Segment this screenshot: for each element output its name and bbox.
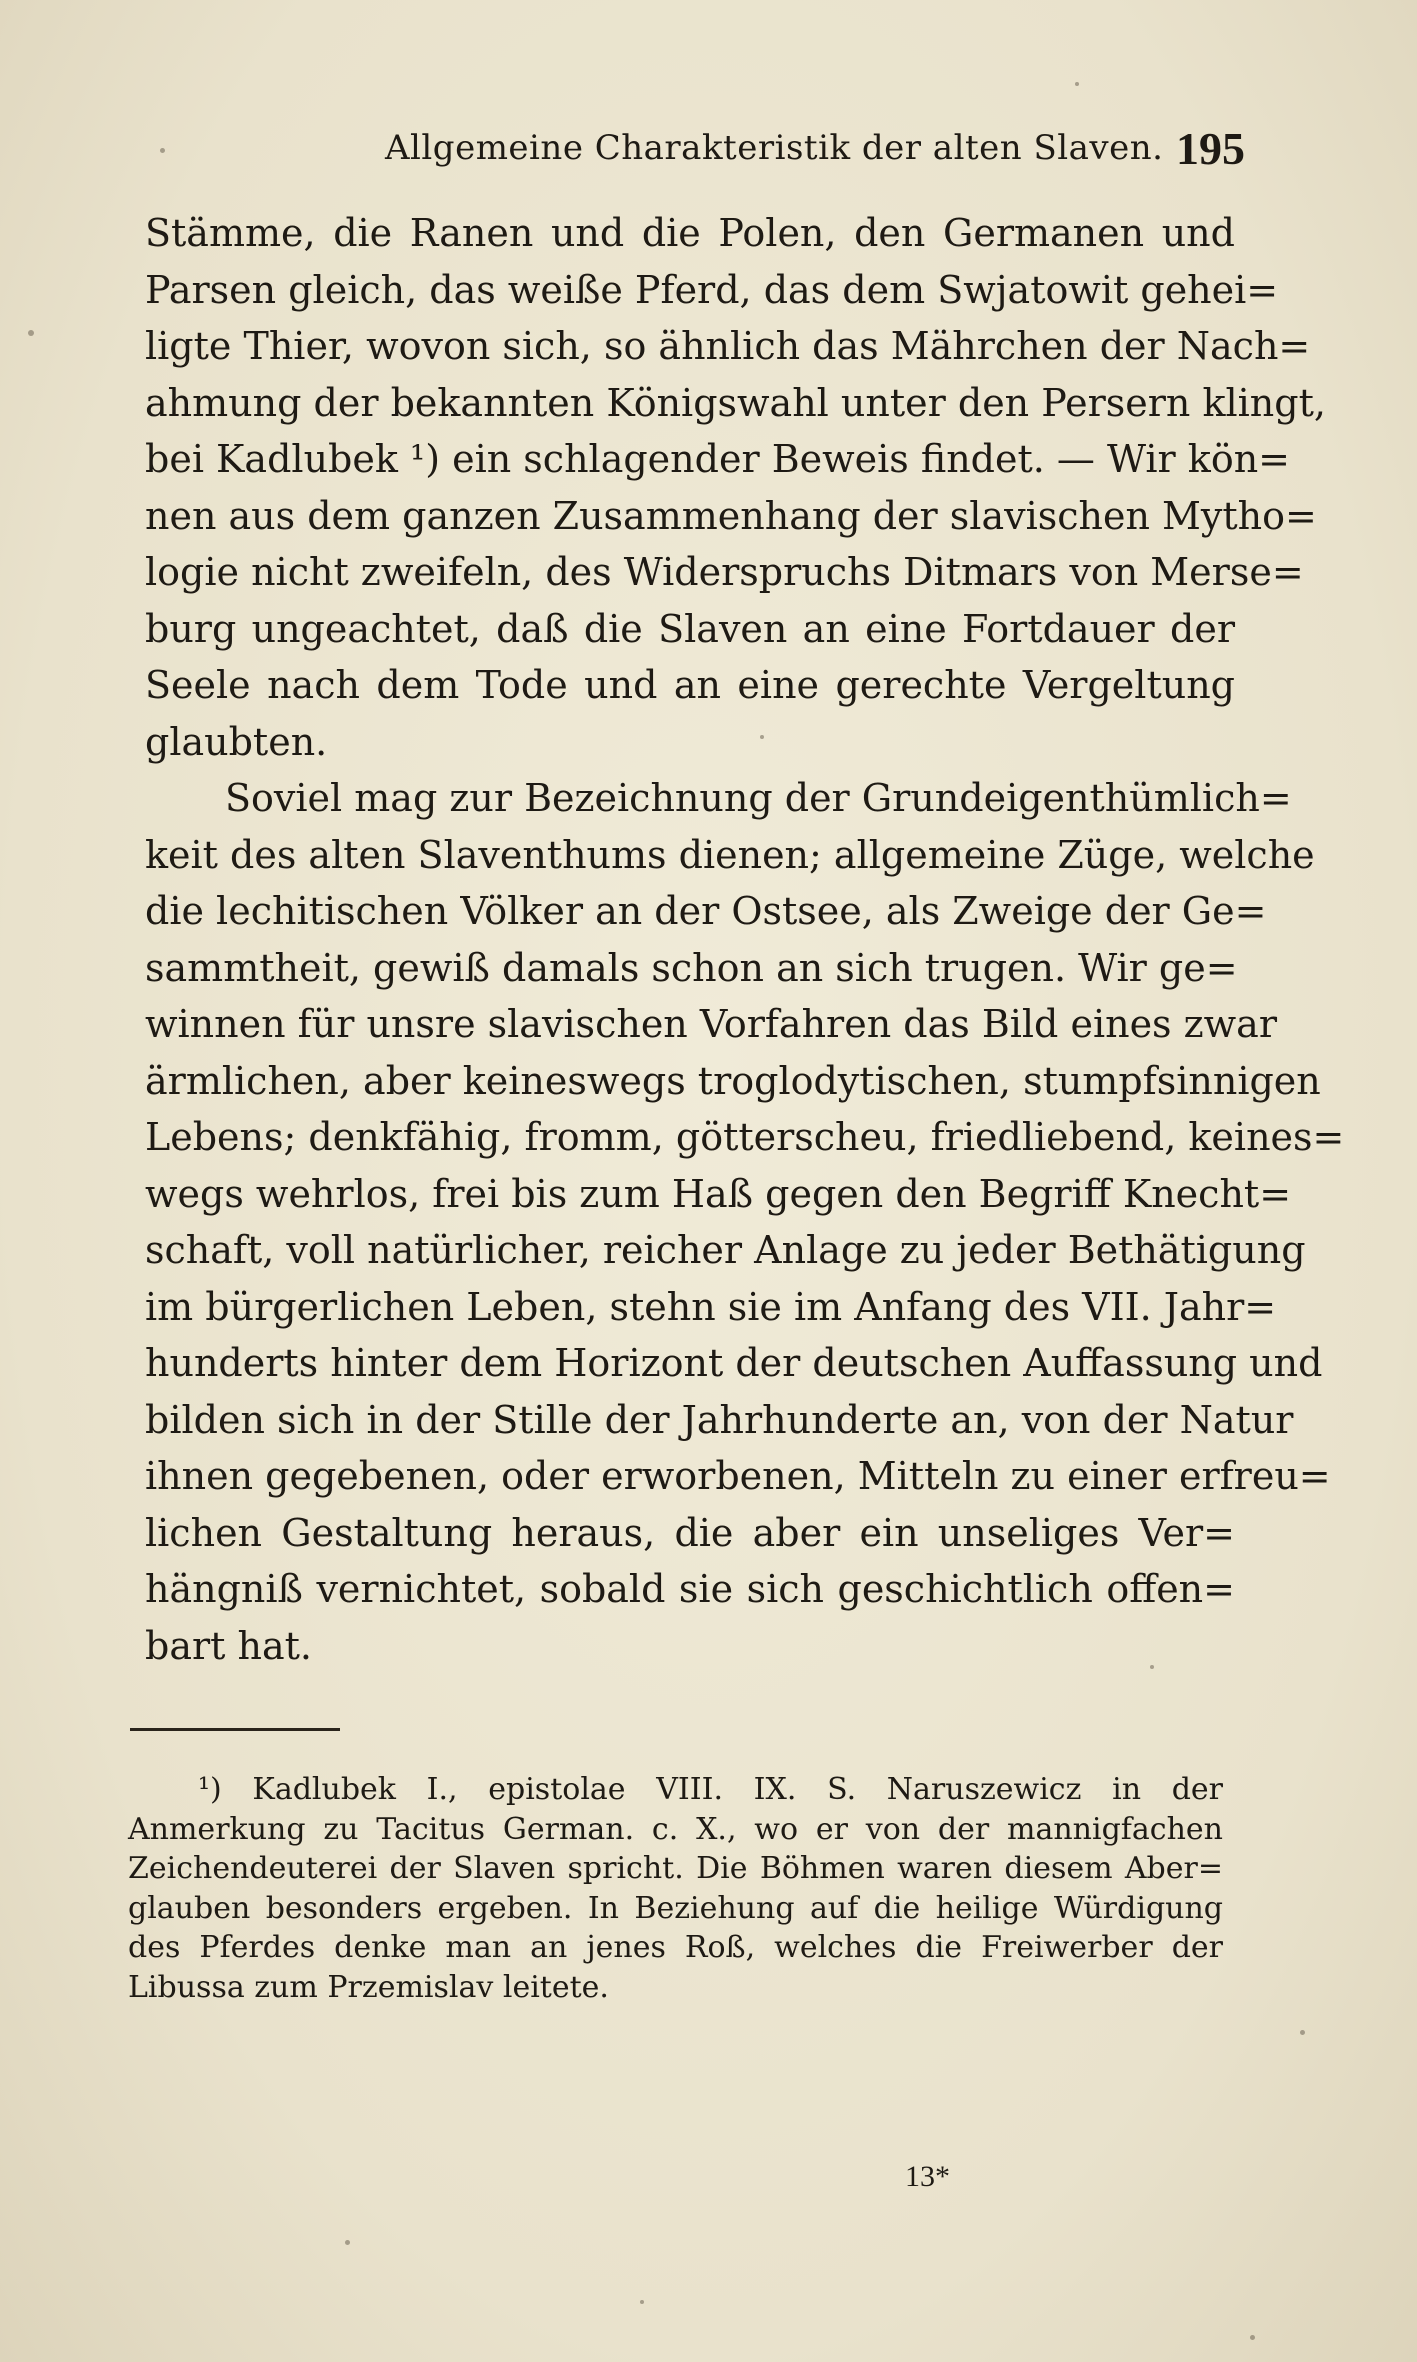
paragraph-2 <box>145 770 1345 1674</box>
text-line: bilden sich in der Stille der Jahrhunderte an, von der Natur <box>145 1397 1294 1442</box>
text-line: wegs wehrlos, frei bis zum Haß gegen den Begriff Knecht= <box>145 1171 1292 1216</box>
footnote-line: Zeichendeuterei der Slaven spricht. Die Böhmen waren diesem Aber= <box>128 1851 1223 1886</box>
text-line: keit des alten Slaventhums dienen; allgemeine Züge, welche <box>145 832 1315 877</box>
text-line: die lechitischen Völker an der Ostsee, als Zweige der Ge= <box>145 889 1267 933</box>
text-line: Stämme, die Ranen und die Polen, den Germanen und <box>145 211 1235 255</box>
text-line: logie nicht zweifeln, des Widerspruchs Ditmars von Merse= <box>145 550 1304 594</box>
paper-speck <box>160 148 165 153</box>
footnote <box>128 1770 1223 2007</box>
text-line: bart hat. <box>145 1623 312 1668</box>
text-line: winnen für unsre slavischen Vorfahren das Bild eines zwar <box>145 1002 1278 1046</box>
text-line: ahmung der bekannten Königswahl unter den Persern klingt, <box>145 380 1326 425</box>
main-text <box>145 205 1345 1674</box>
paper-speck <box>640 2300 644 2304</box>
text-line: im bürgerlichen Leben, stehn sie im Anfang des VII. Jahr= <box>145 1284 1277 1329</box>
printer-signature: 13* <box>905 2160 950 2193</box>
footnote-line: des Pferdes denke man an jenes Roß, welches die Freiwerber der <box>128 1930 1223 1965</box>
text-line: Seele nach dem Tode und an eine gerechte Vergeltung <box>145 663 1235 707</box>
text-line: bei Kadlubek ¹) ein schlagender Beweis findet. — Wir kön= <box>145 437 1291 481</box>
page-header <box>385 123 1245 178</box>
paper-speck <box>760 735 764 739</box>
text-line: schaft, voll natürlicher, reicher Anlage zu jeder Bethätigung <box>145 1228 1306 1272</box>
text-line: ärmlichen, aber keineswegs troglodytischen, stumpfsinnigen <box>145 1058 1321 1103</box>
text-line: burg ungeachtet, daß die Slaven an eine Fortdauer der <box>145 606 1235 651</box>
text-line: Soviel mag zur Bezeichnung der Grundeigenthümlich= <box>225 776 1292 820</box>
paragraph-1 <box>145 205 1326 770</box>
text-line: nen aus dem ganzen Zusammenhang der slavischen Mytho= <box>145 493 1317 538</box>
footnote-line: Anmerkung zu Tacitus German. c. X., wo er von der mannigfachen <box>128 1811 1223 1847</box>
footnote-line: glauben besonders ergeben. In Beziehung auf die heilige Würdigung <box>128 1890 1223 1926</box>
text-line: Parsen gleich, das weiße Pferd, das dem Swjatowit gehei= <box>145 267 1279 312</box>
text-line: sammtheit, gewiß damals schon an sich trugen. Wir ge= <box>145 945 1238 990</box>
paper-speck <box>1250 2335 1255 2340</box>
text-line: Lebens; denkfähig, fromm, götterscheu, friedliebend, keines= <box>145 1115 1345 1159</box>
footnote-line: Libussa zum Przemislav leitete. <box>128 1969 609 2005</box>
paper-speck <box>345 2240 350 2245</box>
text-line: hängniß vernichtet, sobald sie sich geschichtlich offen= <box>145 1567 1235 1611</box>
text-line: ihnen gegebenen, oder erworbenen, Mitteln zu einer erfreu= <box>145 1454 1331 1498</box>
text-line: hunderts hinter dem Horizont der deutschen Auffassung und <box>145 1341 1323 1385</box>
text-line: ligte Thier, wovon sich, so ähnlich das Mährchen der Nach= <box>145 324 1311 368</box>
page-number: 195 <box>1176 123 1245 174</box>
footnote-divider <box>130 1728 340 1731</box>
footnote-line: ¹) Kadlubek I., epistolae VIII. IX. S. Naruszewicz in der <box>198 1772 1223 1807</box>
paper-speck <box>28 330 34 336</box>
paper-speck <box>1150 1665 1154 1669</box>
text-line: glaubten. <box>145 719 328 764</box>
paper-speck <box>1075 82 1079 86</box>
paper-speck <box>1300 2030 1305 2035</box>
text-line: lichen Gestaltung heraus, die aber ein unseliges Ver= <box>145 1510 1235 1555</box>
running-title: Allgemeine Charakteristik der alten Slaven. <box>385 128 1164 168</box>
